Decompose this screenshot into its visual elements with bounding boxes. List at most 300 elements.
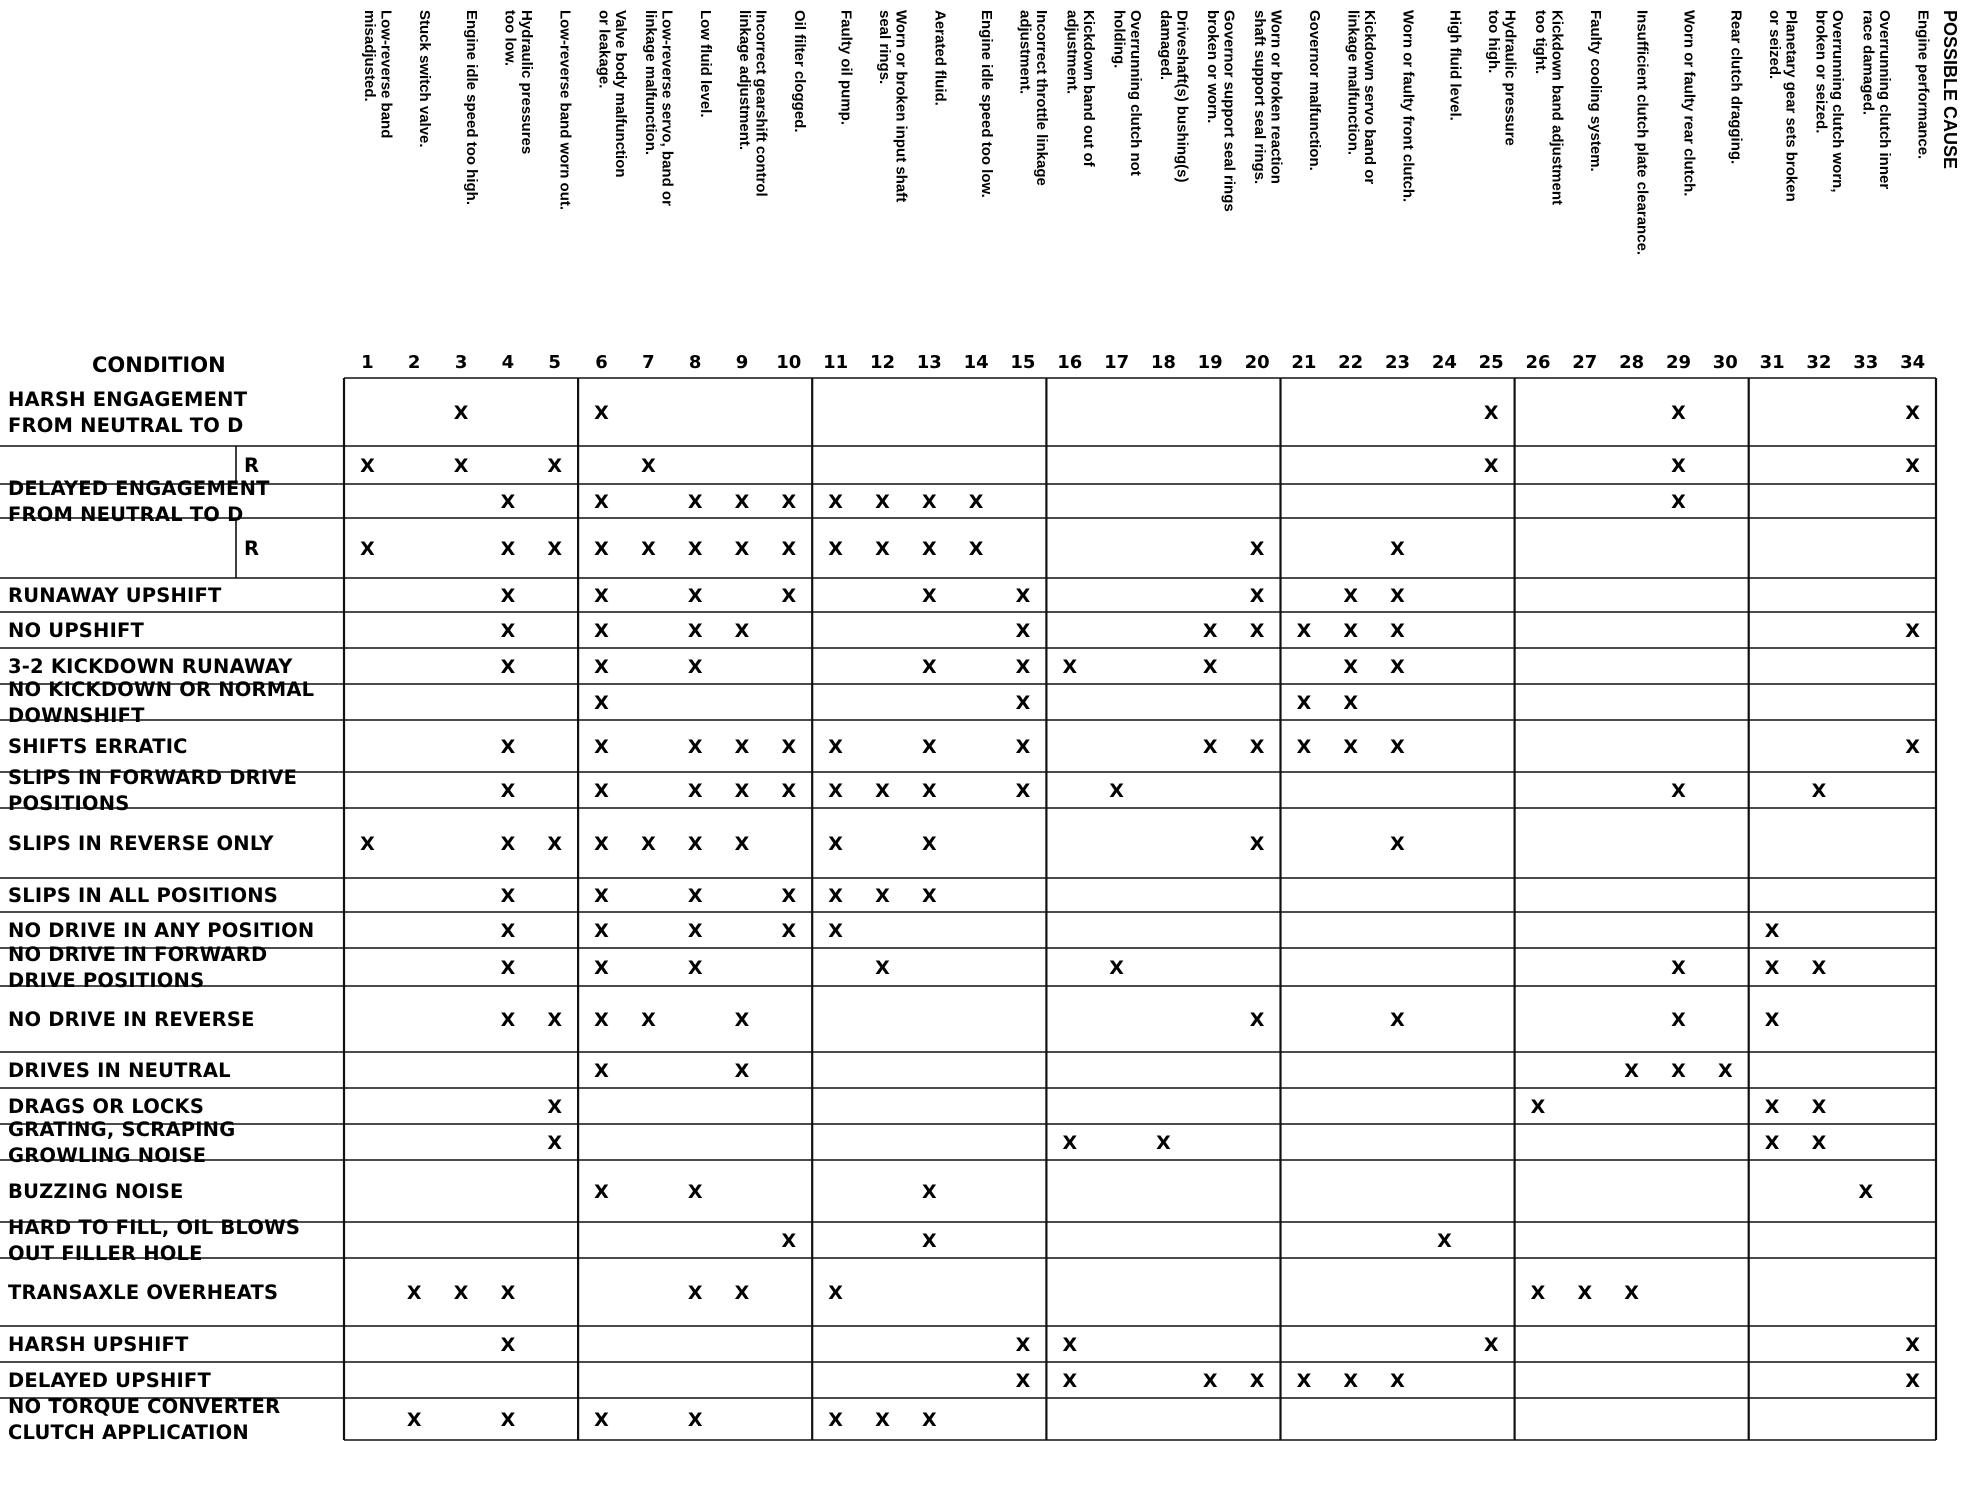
cause-heading-line: Engine performance. [1914,10,1932,160]
cause-heading-line: adjustment. [1016,10,1034,95]
cause-mark: X [594,957,609,979]
cause-heading-line: Kickdown servo band or [1361,10,1378,185]
cause-mark: X [921,833,937,855]
cause-mark: X [500,538,516,560]
cause-number: 34 [1900,352,1926,373]
cause-mark: X [734,1282,750,1304]
condition-row [244,537,259,560]
cause-mark: X [1577,1282,1593,1304]
cause-mark: X [1249,833,1265,855]
cause-heading [1400,10,1417,202]
cause-number: 15 [1010,352,1036,373]
cause-mark: X [594,833,609,855]
condition-header: CONDITION [92,353,226,377]
cause-number: 20 [1244,352,1270,373]
cause-mark: X [921,1230,937,1252]
cause-heading-line: misadjusted. [361,10,379,102]
cause-mark: X [594,920,609,942]
cause-mark: X [921,736,937,758]
cause-mark: X [968,491,984,513]
condition-row [8,1333,189,1356]
cause-heading [1157,10,1191,183]
cause-number: 2 [407,352,421,373]
cause-heading-line: Governor support seal rings [1220,10,1238,212]
condition-label: HARSH ENGAGEMENT [8,388,248,411]
cause-heading-line: linkage malfunction. [1344,10,1362,156]
condition-label: FROM NEUTRAL TO D [8,414,244,437]
cause-mark: X [1764,957,1780,979]
cause-heading-line: Overrunning clutch worn, [1829,10,1847,193]
cause-mark: X [547,1096,563,1118]
cause-mark: X [734,1060,750,1082]
cause-mark: X [921,656,937,678]
cause-mark: X [1062,1370,1078,1392]
cause-mark: X [1764,920,1780,942]
cause-heading-line: Overrunning clutch inner [1876,10,1893,190]
cause-number: 1 [361,352,374,373]
cause-heading [557,10,574,210]
cause-mark: X [734,736,750,758]
cause-heading-line: Low fluid level. [697,10,715,118]
condition-label: NO TORQUE CONVERTER [8,1395,281,1418]
cause-mark: X [1296,692,1312,714]
cause-heading-line: Insufficient clutch plate clearance. [1633,10,1651,256]
cause-mark: X [360,538,375,560]
cause-mark: X [1764,1096,1780,1118]
cause-mark: X [641,455,656,477]
cause-heading-line: Incorrect throttle linkage [1033,10,1051,186]
cause-number: 24 [1431,352,1457,373]
cause-heading [1017,10,1050,186]
cause-heading-line: Low-reverse servo, band or [658,10,676,206]
cause-heading-line: Incorrect gearshift control [752,10,770,197]
cause-mark: X [1015,736,1031,758]
cause-mark: X [687,1409,703,1431]
cause-mark: X [1905,455,1920,477]
cause-heading [1634,10,1651,255]
condition-label: NO UPSHIFT [8,619,145,642]
cause-mark: X [968,538,984,560]
condition-label: OUT FILLER HOLE [8,1242,203,1265]
cause-mark: X [687,885,703,907]
cause-mark: X [1343,736,1359,758]
cause-mark: X [594,585,609,607]
cause-mark: X [594,656,609,678]
condition-label: FROM NEUTRAL TO D [8,503,244,526]
condition-row [8,619,145,642]
cause-number: 22 [1338,352,1364,373]
cause-number: 9 [735,352,749,373]
cause-mark: X [500,620,516,642]
cause-mark: X [734,1009,750,1031]
cause-number: 21 [1291,352,1317,373]
cause-heading-line: Worn or broken reaction [1267,10,1285,184]
cause-mark: X [594,780,609,802]
cause-number: 12 [869,352,896,373]
condition-label: HARSH UPSHIFT [8,1333,189,1356]
cause-mark: X [1764,1132,1780,1154]
cause-heading [1727,10,1744,164]
cause-mark: X [1390,1009,1405,1031]
cause-heading [1915,10,1932,159]
condition-labels [8,388,314,1444]
cause-mark: X [781,920,797,942]
cause-number: 8 [688,352,702,373]
condition-row [8,832,274,855]
cause-mark: X [1483,455,1499,477]
condition-row [244,454,259,477]
condition-label: GROWLING NOISE [8,1144,207,1167]
cause-heading-line: holding. [1110,10,1128,69]
cause-heading [502,10,535,154]
cause-mark: X [1109,780,1124,802]
cause-heading-line: High fluid level. [1446,10,1464,121]
cause-mark: X [1156,1132,1171,1154]
condition-row [8,919,314,942]
cause-mark: X [1015,585,1031,607]
cause-mark: X [1905,736,1920,758]
cause-mark: X [1390,1370,1405,1392]
condition-label: DRIVES IN NEUTRAL [8,1059,231,1082]
cause-mark: X [1671,455,1686,477]
cause-heading [1204,10,1238,212]
cause-mark: X [687,656,703,678]
cause-heading-line: Low-reverse band worn out. [556,10,574,211]
cause-heading-line: seal rings. [876,10,894,85]
condition-row [8,584,222,607]
cause-heading [838,10,855,125]
cause-mark: X [687,538,703,560]
cause-mark: X [734,780,750,802]
cause-heading-line: Rear clutch dragging. [1727,10,1745,165]
cause-mark: X [1062,1132,1078,1154]
cause-mark: X [875,538,890,560]
cause-marks [360,402,1920,1431]
cause-mark: X [500,1282,516,1304]
cause-mark: X [500,957,516,979]
cause-mark: X [828,833,843,855]
condition-row [8,477,270,526]
cause-mark: X [1062,1334,1078,1356]
cause-mark: X [921,585,937,607]
cause-number: 29 [1665,352,1692,373]
condition-row [8,735,188,758]
cause-mark: X [1671,402,1686,424]
cause-mark: X [687,780,703,802]
cause-mark: X [547,833,563,855]
condition-row [8,1395,280,1444]
cause-heading-line: Faulty cooling system. [1586,10,1604,172]
cause-mark: X [594,491,609,513]
cause-mark: X [1015,780,1031,802]
condition-label: HARD TO FILL, OIL BLOWS [8,1216,301,1239]
cause-number: 32 [1806,352,1832,373]
cause-mark: X [547,1132,563,1154]
cause-number: 26 [1525,352,1551,373]
condition-row [8,1118,235,1167]
cause-mark: X [1811,1132,1827,1154]
cause-mark: X [828,736,843,758]
cause-mark: X [734,833,750,855]
cause-heading-line: Kickdown band adjustment [1548,10,1566,206]
condition-row [8,884,278,907]
cause-mark: X [1437,1230,1452,1252]
cause-heading [1532,10,1566,205]
cause-mark: X [594,402,609,424]
cause-heading-line: damaged. [1157,10,1175,81]
cause-number: 27 [1572,352,1598,373]
cause-mark: X [734,620,750,642]
cause-heading-line: broken or seized. [1812,10,1830,134]
cause-number: 6 [595,352,608,373]
cause-number: 14 [963,352,989,373]
cause-heading-line: adjustment. [1063,10,1081,95]
condition-label: DOWNSHIFT [8,704,145,727]
cause-mark: X [594,885,609,907]
cause-mark: X [687,491,703,513]
cause-mark: X [921,780,937,802]
cause-heading-line: too tight. [1531,10,1549,75]
cause-mark: X [828,780,843,802]
cause-number: 16 [1057,352,1083,373]
cause-mark: X [1249,620,1265,642]
cause-mark: X [828,538,843,560]
cause-mark: X [1296,1370,1312,1392]
cause-mark: X [360,833,375,855]
cause-heading-line: Hydraulic pressure [1501,10,1519,146]
cause-mark: X [594,538,609,560]
cause-heading-line: Driveshaft(s) bushing(s) [1173,10,1191,183]
cause-mark: X [641,833,656,855]
cause-mark: X [547,538,563,560]
cause-mark: X [500,885,516,907]
cause-mark: X [1624,1282,1639,1304]
cause-mark: X [594,1060,609,1082]
cause-mark: X [641,1009,656,1031]
condition-label: NO DRIVE IN REVERSE [8,1008,255,1031]
cause-mark: X [1811,957,1827,979]
cause-heading [1306,10,1323,171]
cause-mark: X [1343,656,1359,678]
cause-mark: X [921,491,937,513]
condition-label: SLIPS IN ALL POSITIONS [8,884,279,907]
cause-mark: X [1249,736,1265,758]
condition-row [8,1095,204,1118]
cause-mark: X [1202,736,1218,758]
cause-mark: X [1109,957,1124,979]
cause-mark: X [1671,1009,1686,1031]
cause-mark: X [1764,1009,1780,1031]
cause-mark: X [500,491,516,513]
cause-heading-line: Worn or broken input shaft [892,10,910,203]
cause-mark: X [1015,1334,1031,1356]
cause-number: 18 [1150,352,1176,373]
cause-mark: X [828,1282,843,1304]
cause-mark: X [500,736,516,758]
cause-heading [791,10,808,133]
cause-mark: X [1671,491,1686,513]
cause-mark: X [453,402,469,424]
cause-mark: X [1811,780,1827,802]
cause-mark: X [875,780,890,802]
cause-number: 13 [916,352,942,373]
cause-mark: X [1343,585,1359,607]
cause-heading [1681,10,1698,196]
cause-heading-line: shaft support seal rings. [1250,10,1268,185]
cause-mark: X [781,885,797,907]
cause-heading [1110,10,1144,176]
condition-label: NO DRIVE IN FORWARD [8,943,268,966]
cause-mark: X [687,1282,703,1304]
condition-label: BUZZING NOISE [8,1180,184,1203]
cause-number: 19 [1197,352,1223,373]
cause-mark: X [1249,1009,1265,1031]
cause-mark: X [781,780,797,802]
cause-heading-line: Hydraulic pressures [518,10,536,155]
cause-number: 23 [1384,352,1411,373]
cause-mark: X [1858,1181,1874,1203]
cause-heading [697,10,714,118]
cause-mark: X [1249,585,1265,607]
cause-heading-line: Engine idle speed too low. [978,10,996,198]
cause-number: 30 [1712,352,1738,373]
cause-mark: X [1671,1060,1686,1082]
condition-row [8,1008,255,1031]
cause-heading-line: Engine idle speed too high. [463,10,481,206]
cause-numbers [361,352,1925,373]
cause-mark: X [687,736,703,758]
condition-row [8,1281,278,1304]
cause-heading [736,10,770,197]
cause-mark: X [1671,957,1686,979]
condition-label: DRAGS OR LOCKS [8,1095,205,1118]
cause-mark: X [453,1282,469,1304]
cause-heading-line: Worn or faulty rear clutch. [1680,10,1698,197]
condition-label: TRANSAXLE OVERHEATS [8,1281,279,1304]
cause-heading-line: linkage adjustment. [735,10,753,151]
cause-mark: X [1343,1370,1359,1392]
cause-heading-line: too high. [1484,10,1502,74]
cause-mark: X [1905,402,1920,424]
condition-label: SLIPS IN FORWARD DRIVE [8,766,298,789]
cause-heading [595,10,629,178]
cause-mark: X [1202,620,1218,642]
cause-mark: X [500,1409,516,1431]
cause-heading-line: or seized. [1765,10,1783,80]
cause-mark: X [1249,1370,1265,1392]
condition-label: NO DRIVE IN ANY POSITION [8,919,315,942]
cause-mark: X [1390,538,1405,560]
cause-mark: X [1530,1282,1546,1304]
condition-label: R [244,537,260,560]
cause-heading [876,10,910,202]
condition-row [8,1059,231,1082]
cause-number: 3 [454,352,468,373]
possible-cause-title: POSSIBLE CAUSE [1940,10,1960,170]
cause-heading-line: Stuck switch valve. [416,10,434,148]
cause-mark: X [921,1181,937,1203]
cause-heading-line: Aerated fluid. [931,10,949,106]
condition-label: CLUTCH APPLICATION [8,1421,249,1444]
cause-mark: X [594,1009,609,1031]
cause-heading [416,10,433,148]
cause-mark: X [1671,780,1686,802]
cause-heading [1345,10,1379,184]
cause-heading-line: or leakage. [595,10,613,89]
cause-number: 28 [1619,352,1645,373]
cause-number: 31 [1759,352,1785,373]
cause-mark: X [594,620,609,642]
cause-mark: X [1905,620,1920,642]
cause-mark: X [1905,1370,1920,1392]
cause-mark: X [406,1282,422,1304]
cause-mark: X [1390,620,1405,642]
condition-label: 3-2 KICKDOWN RUNAWAY [8,655,293,678]
cause-heading-line: linkage malfunction. [642,10,660,156]
cause-mark: X [500,920,516,942]
cause-mark: X [1390,736,1405,758]
cause-heading [1064,10,1098,168]
cause-mark: X [828,1409,843,1431]
cause-mark: X [1015,692,1031,714]
cause-mark: X [1530,1096,1546,1118]
cause-mark: X [1202,656,1218,678]
cause-heading [1813,10,1847,193]
cause-mark: X [781,538,797,560]
cause-mark: X [781,585,797,607]
condition-label: DELAYED UPSHIFT [8,1369,211,1392]
cause-mark: X [500,780,516,802]
cause-heading-line: Overrunning clutch not [1126,10,1144,176]
condition-row [8,655,293,678]
cause-mark: X [828,491,843,513]
cause-mark: X [1249,538,1265,560]
cause-heading-line: Kickdown band out of [1080,10,1097,167]
condition-label: DELAYED ENGAGEMENT [8,477,270,500]
cause-mark: X [1015,656,1031,678]
cause-heading-line: Governor malfunction. [1305,10,1323,171]
cause-mark: X [1390,585,1405,607]
cause-mark: X [875,885,890,907]
cause-mark: X [687,585,703,607]
cause-mark: X [500,1009,516,1031]
cause-mark: X [406,1409,422,1431]
condition-row [8,1180,183,1203]
cause-heading-line: race damaged. [1859,10,1877,116]
cause-mark: X [828,920,843,942]
cause-mark: X [1343,620,1359,642]
cause-mark: X [781,736,797,758]
cause-mark: X [1062,656,1078,678]
cause-mark: X [1483,402,1499,424]
cause-mark: X [921,538,937,560]
cause-mark: X [500,833,516,855]
cause-mark: X [734,538,750,560]
cause-mark: X [734,491,750,513]
cause-mark: X [641,538,656,560]
cause-mark: X [875,1409,890,1431]
cause-mark: X [1015,1370,1031,1392]
cause-mark: X [875,957,890,979]
cause-mark: X [1015,620,1031,642]
cause-mark: X [360,455,375,477]
cause-mark: X [921,1409,937,1431]
cause-heading [361,10,395,138]
cause-number: 4 [501,352,515,373]
cause-heading-line: Valve body malfunction [611,10,629,178]
cause-heading [1485,10,1519,146]
cause-number: 17 [1104,352,1130,373]
